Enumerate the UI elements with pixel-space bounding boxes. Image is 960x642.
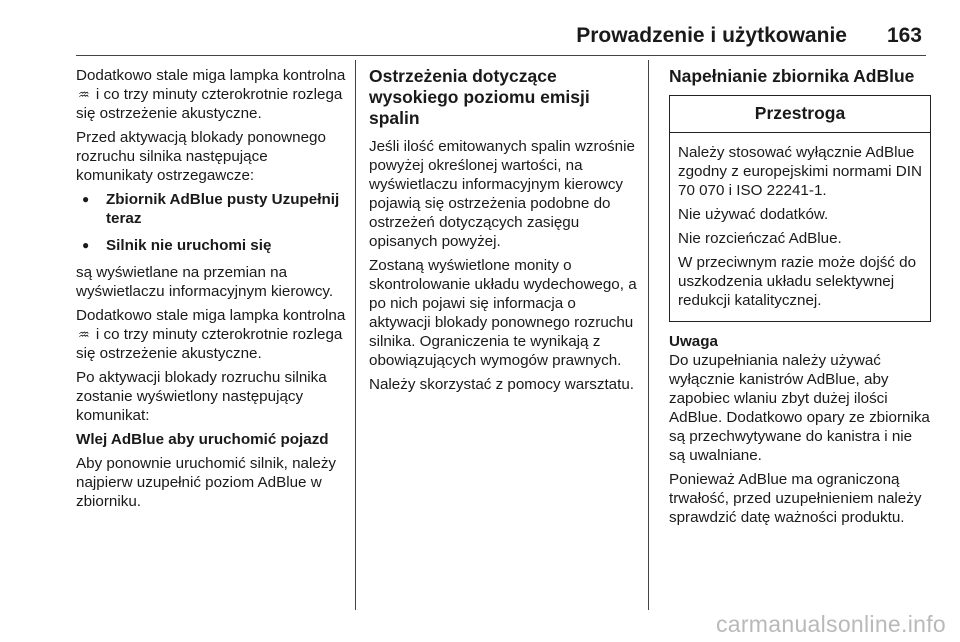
paragraph: W przeciwnym razie może dojść do uszkodzenia układu selektywnej redukcji katalitycznej.: [678, 254, 917, 309]
paragraph: Ponieważ AdBlue ma ograniczoną trwałość, przed uzupełnieniem należy sprawdzić datę ważności produktu.: [669, 471, 922, 526]
paragraph: Nie używać dodatków.: [678, 206, 829, 223]
adblue-warning-lamp-icon: ♒︎: [78, 327, 90, 342]
page-title: Prowadzenie i użytkowanie: [576, 24, 847, 47]
header-rule: [76, 55, 926, 56]
column-2: [369, 66, 641, 399]
paragraph: Do uzupełniania należy używać wyłącznie kanistrów AdBlue, aby zapobiec wlaniu zbyt dużej ilości AdBlue. Dodatkowo opary ze zbiornika są przechwytywane do kanistra i nie są uwalniane.: [669, 352, 930, 464]
paragraph: Zostaną wyświetlone monity o skontrolowanie układu wydechowego, a po nich pojawi się informacja o aktywacji blokady ponownego rozruchu silnika. Ograniczenia te wynikają z obowiązujących wymogów prawnych.: [369, 257, 637, 369]
paragraph: są wyświetlane na przemian na wyświetlaczu informacyjnym kierowcy.: [76, 264, 334, 300]
paragraph: Aby ponownie uruchomić silnik, należy najpierw uzupełnić poziom AdBlue w zbiorniku.: [76, 455, 337, 510]
paragraph: Należy stosować wyłącznie AdBlue zgodny z europejskimi normami DIN 70 070 i ISO 22241-1.: [678, 144, 922, 199]
message-text: Wlej AdBlue aby uruchomić pojazd: [76, 431, 329, 448]
paragraph: Po aktywacji blokady rozruchu silnika zostanie wyświetlony następujący komunikat:: [76, 369, 327, 424]
caution-body: [670, 133, 930, 321]
section-heading: Napełnianie zbiornika AdBlue: [669, 66, 915, 86]
paragraph: Jeśli ilość emitowanych spalin wzrośnie powyżej określonej wartości, na wyświetlaczu informacyjnym kierowcy pojawią się ostrzeżenia podobne do ostrzeżeń dotyczących zasięgu opisanych powyżej.: [369, 138, 635, 250]
paragraph: Przed aktywacją blokady ponownego rozruchu silnika następujące komunikaty ostrzegawcze:: [76, 129, 326, 184]
note-title: Uwaga: [669, 333, 718, 350]
page-header: [576, 24, 922, 48]
adblue-warning-lamp-icon: ♒︎: [78, 87, 90, 102]
paragraph: Należy skorzystać z pomocy warsztatu.: [369, 376, 635, 393]
watermark: carmanualsonline.info: [715, 611, 946, 637]
page-number: 163: [886, 24, 922, 47]
list-item: ● Silnik nie uruchomi się: [76, 236, 346, 255]
paragraph: Nie rozcieńczać AdBlue.: [678, 230, 842, 247]
caution-box: [669, 95, 931, 322]
column-divider: [355, 60, 356, 610]
paragraph: Dodatkowo stale miga lampka kontrolna ♒︎ i co trzy minuty czterokrotnie rozlega się ostrzeżenie akustyczne.: [76, 67, 346, 122]
column-divider: [648, 60, 649, 610]
caution-title: Przestroga: [670, 96, 930, 133]
section-heading: Ostrzeżenia dotyczące wysokiego poziomu emisji spalin: [369, 66, 590, 128]
column-3: [669, 66, 931, 532]
paragraph: Dodatkowo stale miga lampka kontrolna ♒︎ i co trzy minuty czterokrotnie rozlega się ostrzeżenie akustyczne.: [76, 307, 346, 362]
warning-messages-list: [76, 190, 346, 255]
column-1: [76, 66, 346, 516]
list-item: ● Zbiornik AdBlue pusty Uzupełnij teraz: [76, 190, 346, 228]
